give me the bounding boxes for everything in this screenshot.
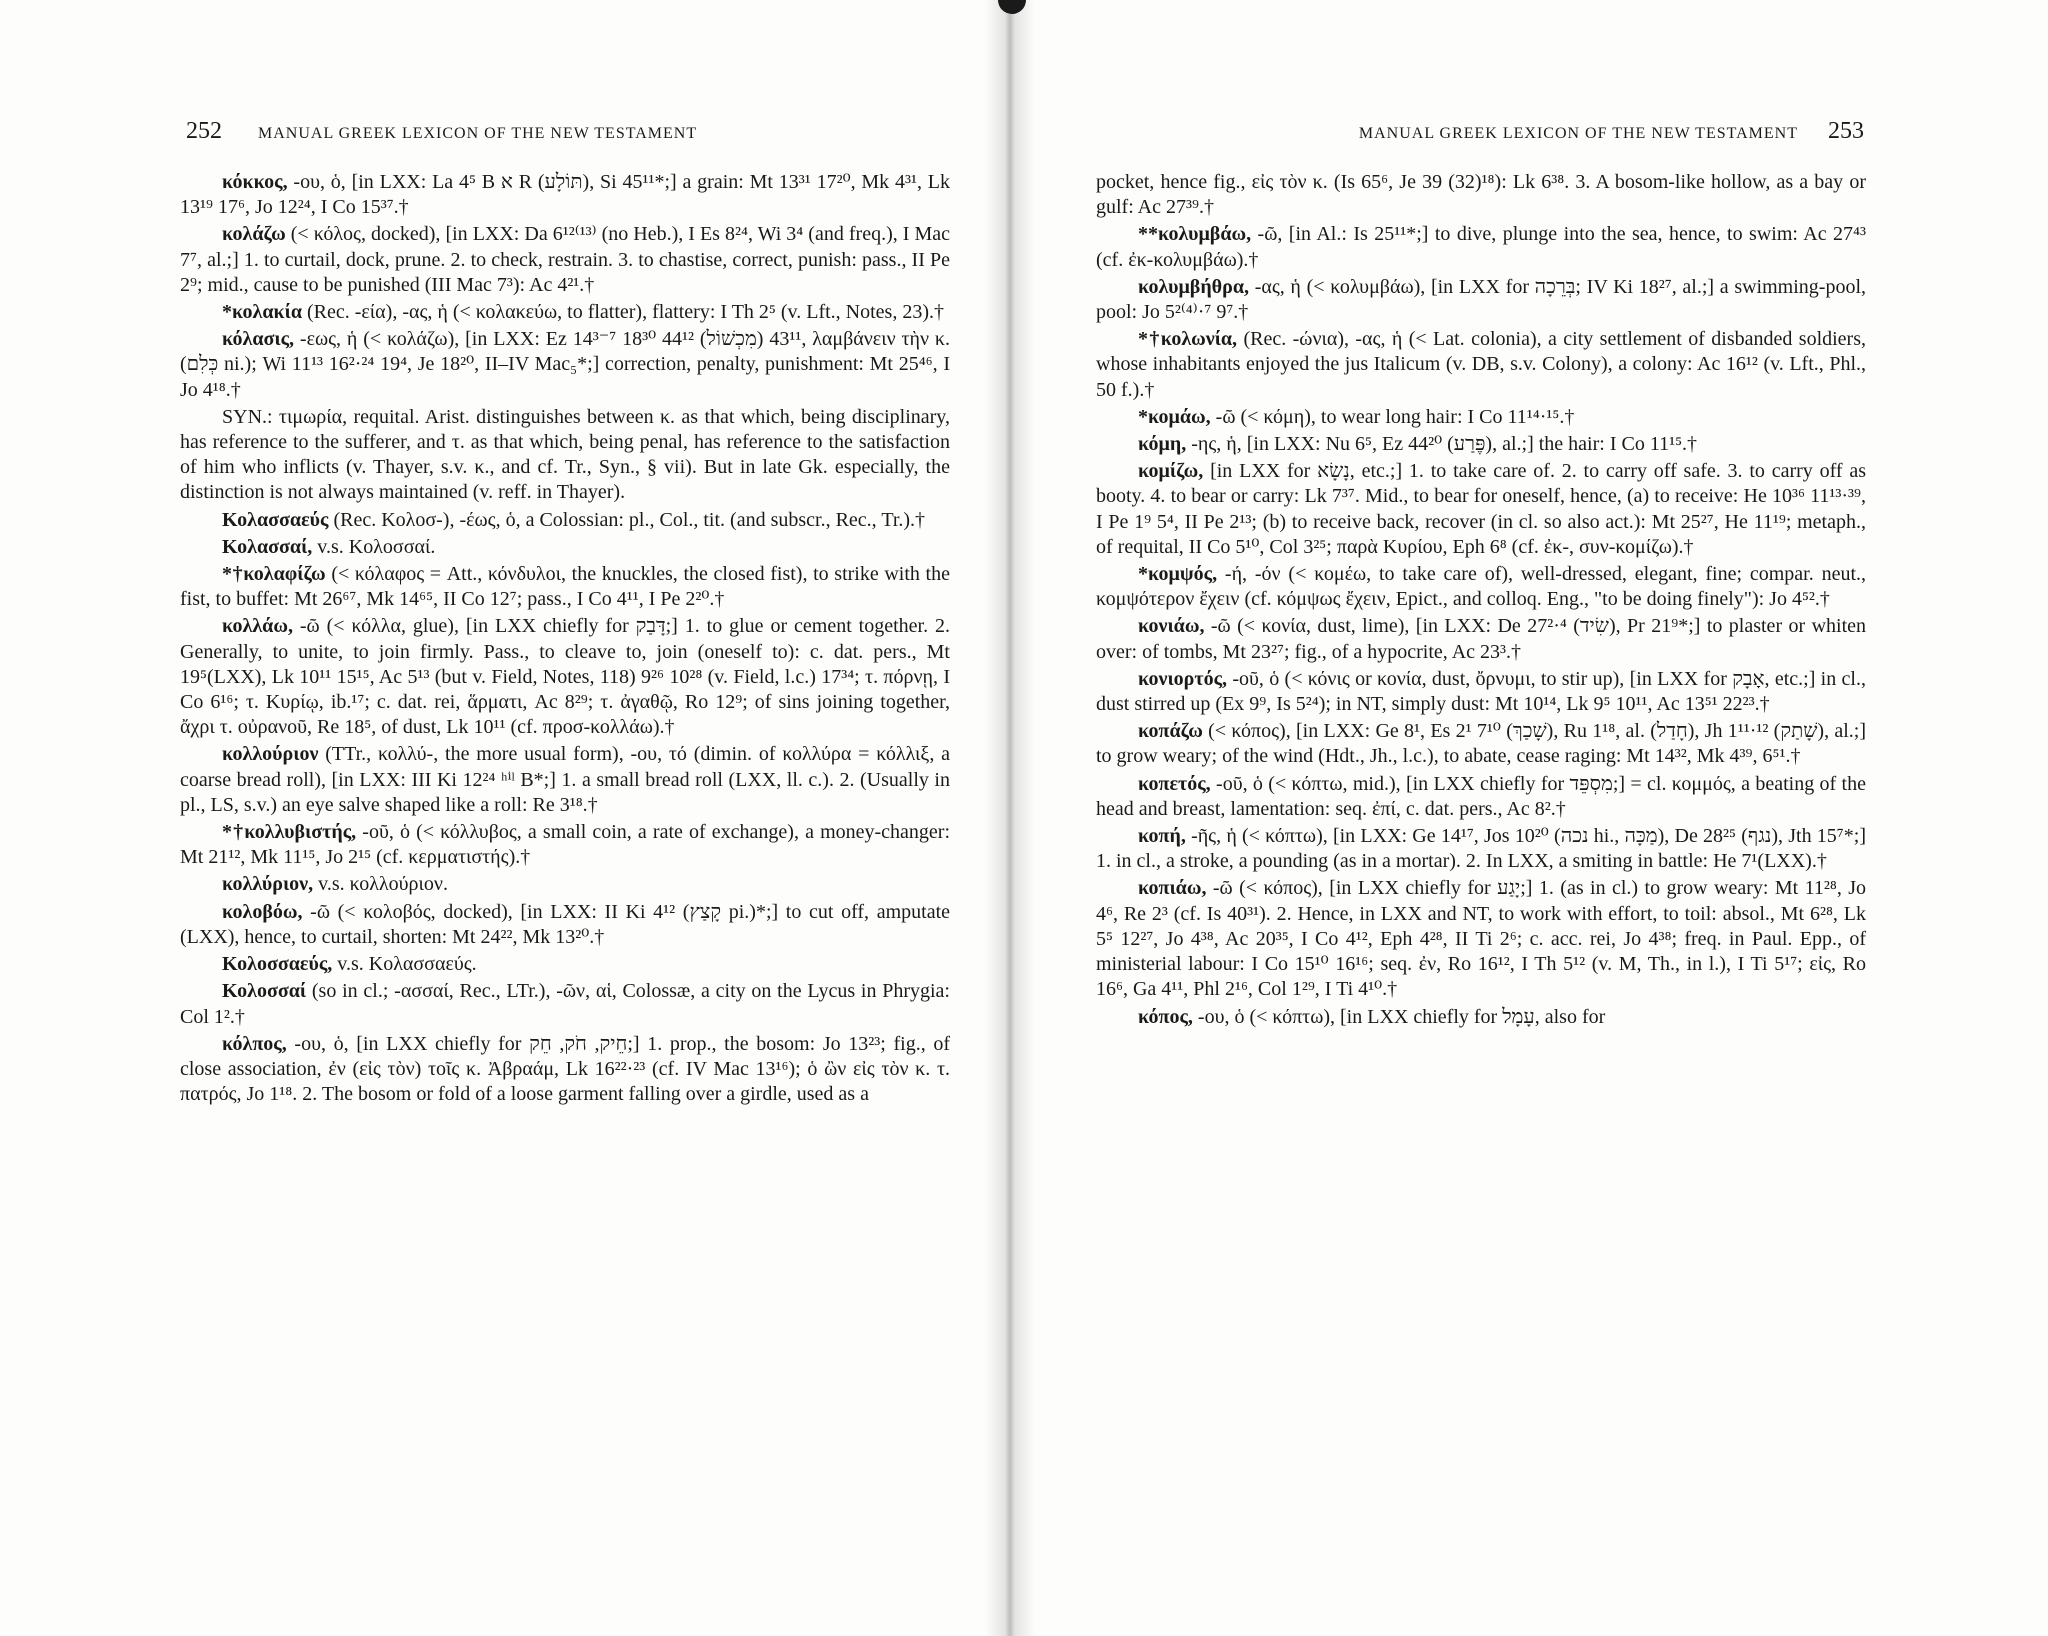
- entry-body: -ῶ (< κονία, dust, lime), [in LXX: De 27²·⁴ (שִׂיד), Pr 21⁹*;] to plaster or whiten over: of tombs, Mt 23²⁷; fig., of a hypocrite, Ac 23³.†: [1096, 615, 1867, 663]
- entry-headword: *†κολλυβιστής,: [222, 821, 357, 844]
- entry-headword: Κολασσαί,: [222, 535, 313, 558]
- lexicon-entry: [1096, 222, 1866, 272]
- lexicon-entry: [180, 327, 950, 403]
- entry-body: -ή, -όν (< κομέω, to take care of), well-dressed, elegant, fine; compar. neut., κομψότερον ἔχειν (cf. κόμψως ἔχειν, Epict., and colloq. Eng., "to be doing finely"): Jo 4⁵².†: [1096, 563, 1867, 611]
- entry-headword: κολοβόω,: [222, 900, 303, 923]
- entry-headword: κολλάω,: [222, 615, 293, 638]
- entry-body: (< κόλος, docked), [in LXX: Da 6¹²⁽¹³⁾ (no Heb.), I Es 8²⁴, Wi 3⁴ (and freq.), I Mac 7⁷, al.;] 1. to curtail, dock, prune. 2. to check, restrain. 3. to chastise, correct, punish: pass., II Pe 2⁹; mid., cause to be punished (III Mac 7³): Ac 4²¹.†: [180, 223, 950, 296]
- lexicon-entry: [1096, 432, 1866, 457]
- lexicon-entry: [180, 535, 950, 560]
- entry-body: -ῶ (< κολοβός, docked), [in LXX: II Ki 4¹² (קָצַץ pi.)*;] to cut off, amputate (LXX), hence, to curtail, shorten: Mt 24²², Mk 13²⁰.†: [180, 900, 951, 948]
- lexicon-entry: [180, 562, 950, 612]
- right-column: [1096, 170, 1866, 1032]
- lexicon-entry: [1096, 824, 1866, 874]
- entry-headword: κόπος,: [1138, 1005, 1193, 1028]
- entry-body: SYN.: τιμωρία, requital. Arist. distinguishes between κ. as that which, being disciplinary, has reference to the sufferer, and τ. as that which, being penal, has reference to the satisfaction of him who inflicts (v. Thayer, s.v. κ., and cf. Tr., Syn., § vii). But in late Gk. especially, the distinction is not always maintained (v. reff. in Thayer).: [180, 405, 950, 504]
- lexicon-entry: [1096, 719, 1866, 769]
- entry-headword: κολυμβήθρα,: [1138, 275, 1249, 298]
- entry-headword: κόλασις,: [222, 328, 295, 351]
- lexicon-entry: [1096, 614, 1866, 664]
- left-column: [180, 170, 950, 1109]
- entry-headword: Κολασσαεύς: [222, 508, 329, 531]
- entry-body: pocket, hence fig., εἰς τὸν κ. (Is 65⁶, Je 39 (32)¹⁸): Lk 6³⁸. 3. A bosom-like hollow, as a bay or gulf: Ac 27³⁹.†: [1096, 171, 1866, 219]
- lexicon-entry: [1096, 876, 1866, 1002]
- entry-headword: Κολοσσαί: [222, 980, 307, 1003]
- lexicon-entry: [1096, 459, 1866, 560]
- entry-headword: κονιάω,: [1138, 615, 1205, 638]
- entry-body: (< κόλαφος = Att., κόνδυλοι, the knuckles, the closed fist), to strike with the fist, to buffet: Mt 26⁶⁷, Mk 14⁶⁵, II Co 12⁷; pass., I Co 4¹¹, I Pe 2²⁰.†: [180, 563, 950, 611]
- entry-headword: *κομψός,: [1138, 563, 1218, 586]
- entry-headword: **κολυμβάω,: [1138, 223, 1252, 246]
- lexicon-entry: [180, 872, 950, 897]
- lexicon-entry: [1096, 327, 1866, 403]
- lexicon-entry: [180, 979, 950, 1029]
- lexicon-entry: [1096, 667, 1866, 717]
- right-page-number: 253: [1828, 118, 1864, 144]
- entry-body: (< κόπος), [in LXX: Ge 8¹, Es 2¹ 7¹⁰ (שָׁכַךְ), Ru 1¹⁸, al. (חָדַל), Jh 1¹¹·¹² (שָׁתַק), al.;] to grow weary; of the wind (Hdt., Jh., l.c.), to abate, cease raging: Mt 14³², Mk 4³⁹, 6⁵¹.†: [1096, 720, 1867, 768]
- left-running-title: MANUAL GREEK LEXICON OF THE NEW TESTAMENT: [258, 125, 698, 142]
- entry-body: -οῦ, ὁ (< κόνις or κονία, dust, ὄρνυμι, to stir up), [in LXX for אָבָק, etc.;] in cl., dust stirred up (Ex 9⁹, Is 5²⁴); in NT, simply dust: Mt 10¹⁴, Lk 9⁵ 10¹¹, Ac 13⁵¹ 22²³.†: [1096, 667, 1866, 716]
- entry-body: (so in cl.; -ασσαί, Rec., LTr.), -ῶν, αἱ, Colossæ, a city on the Lycus in Phrygia: Col 1².†: [180, 980, 950, 1028]
- entry-headword: κονιορτός,: [1138, 667, 1228, 690]
- entry-body: -ῶ (< κόλλα, glue), [in LXX chiefly for דָּבַק;] 1. to glue or cement together. 2. Generally, to unite, to join firmly. Pass., to cleave to, join (oneself to): c. dat. pers., Mt 19⁵(LXX), Lk 10¹¹ 15¹⁵, Ac 5¹³ (but v. Field, Notes, 118) 9²⁶ 10²⁸ (v. Field, l.c.) 17³⁴; τ. πόρνῃ, I Co 6¹⁶; τ. Κυρίῳ, ib.¹⁷; c. dat. rei, ἅρματι, Ac 8²⁹; τ. ἀγαθῷ, Ro 12⁹; of sins joining together, ἄχρι τ. οὐρανοῦ, Re 18⁵, of dust, Lk 10¹¹ (cf. προσ-κολλάω).†: [180, 615, 950, 739]
- entry-body: (Rec. -εία), -ας, ἡ (< κολακεύω, to flatter), flattery: I Th 2⁵ (v. Lft., Notes, 23).†: [306, 301, 944, 324]
- entry-headword: *κομάω,: [1138, 405, 1211, 428]
- right-running-head: [1164, 118, 1864, 150]
- lexicon-entry: [180, 405, 950, 506]
- entry-body: -ῆς, ἡ (< κόπτω), [in LXX: Ge 14¹⁷, Jos 10²⁰ (נכה hi., מַכָּה), De 28²⁵ (נגף), Jth 15⁷*;] 1. in cl., a stroke, a pounding (as in a mortar). 2. In LXX, a smiting in battle: He 7¹(LXX).†: [1096, 825, 1866, 873]
- lexicon-entry: [1096, 562, 1866, 612]
- entry-body: v.s. Κολασσαεύς.: [337, 953, 477, 976]
- entry-headword: κοπιάω,: [1138, 877, 1207, 900]
- book-gutter: [985, 0, 1035, 1636]
- lexicon-entry: [180, 170, 950, 220]
- lexicon-entry: [180, 222, 950, 298]
- entry-headword: κολάζω: [222, 223, 286, 246]
- entry-headword: κολλούριον: [222, 743, 319, 766]
- right-page: [1010, 0, 2048, 1636]
- entry-headword: κοπάζω: [1138, 720, 1203, 743]
- entry-headword: Κολοσσαεύς,: [222, 953, 333, 976]
- entry-body: -ου, ὁ, [in LXX: La 4⁵ B א R (תּוֹלָע), Si 45¹¹*;] a grain: Mt 13³¹ 17²⁰, Mk 4³¹, Lk 13¹⁹ 17⁶, Jo 12²⁴, I Co 15³⁷.†: [180, 171, 950, 219]
- left-page: [0, 0, 1010, 1636]
- lexicon-entry: [1096, 170, 1866, 220]
- entry-body: -ου, ὁ (< κόπτω), [in LXX chiefly for עָמָל, also for: [1197, 1005, 1606, 1028]
- entry-headword: κόλπος,: [222, 1032, 287, 1055]
- entry-body: -οῦ, ὁ (< κόπτω, mid.), [in LXX chiefly for מִסְפֵּד;] = cl. κομμός, a beating of the head and breast, lamentation: seq. ἐπί, c. dat. pers., Ac 8².†: [1096, 772, 1866, 820]
- lexicon-entry: [180, 508, 950, 533]
- lexicon-entry: [1096, 772, 1866, 822]
- left-page-number: 252: [186, 118, 222, 144]
- entry-body: -εως, ἡ (< κολάζω), [in LXX: Ez 14³⁻⁷ 18³⁰ 44¹² (מִכְשׁוֹל) 43¹¹, λαμβάνειν τὴν κ. (כְּלִם ni.); Wi 11¹³ 16²·²⁴ 19⁴, Je 18²⁰, II–IV Mac₅*;] correction, penalty, punishment: Mt 25⁴⁶, I Jo 4¹⁸.†: [180, 328, 950, 401]
- entry-body: [in LXX for נָשָׂא, etc.;] 1. to take care of. 2. to carry off safe. 3. to carry off as booty. 4. to bear or carry: Lk 7³⁷. Mid., to bear for oneself, hence, (a) to receive: He 10³⁶ 11¹³·³⁹, I Pe 1⁹ 5⁴, II Pe 2¹³; (b) to receive back, recover (in cl. so also act.): Mt 25²⁷, He 11¹⁹; metaph., of requital, II Co 5¹⁰, Col 3²⁵; παρὰ Κυρίου, Eph 6⁸ (cf. ἐκ-, συν-κομίζω).†: [1096, 460, 1867, 558]
- lexicon-entry: [180, 742, 950, 818]
- entry-headword: *†κολωνία,: [1138, 328, 1238, 351]
- lexicon-entry: [1096, 275, 1866, 325]
- entry-headword: κόκκος,: [222, 171, 288, 193]
- lexicon-entry: [180, 952, 950, 977]
- entry-body: -ας, ἡ (< κολυμβάω), [in LXX for בְּרֵכָה; IV Ki 18²⁷, al.;] a swimming-pool, pool: Jo 5²⁽⁴⁾·⁷ 9⁷.†: [1096, 275, 1866, 324]
- entry-headword: κομίζω,: [1138, 460, 1204, 483]
- entry-body: -ῶ (< κόμη), to wear long hair: I Co 11¹⁴·¹⁵.†: [1215, 405, 1575, 428]
- lexicon-entry: [180, 820, 950, 870]
- entry-body: v.s. κολλούριον.: [318, 873, 448, 896]
- entry-headword: κολλύριον,: [222, 873, 314, 896]
- lexicon-entry: [1096, 405, 1866, 430]
- lexicon-entry: [1096, 1005, 1866, 1030]
- entry-body: (Rec. -ώνια), -ας, ἡ (< Lat. colonia), a city settlement of disbanded soldiers, whose inhabitants enjoyed the jus Italicum (v. DB, s.v. Colony), a colony: Ac 16¹² (v. Lft., Phl., 50 f.).†: [1096, 328, 1867, 401]
- entry-headword: κοπετός,: [1138, 772, 1211, 795]
- entry-body: -ῶ, [in Al.: Is 25¹¹*;] to dive, plunge into the sea, hence, to swim: Ac 27⁴³ (cf. ἐκ-κολυμβάω).†: [1096, 223, 1866, 271]
- entry-body: -ης, ἡ, [in LXX: Nu 6⁵, Ez 44²⁰ (פֶּרַע), al.;] the hair: I Co 11¹⁵.†: [1191, 433, 1698, 456]
- entry-headword: κόμη,: [1138, 433, 1187, 456]
- lexicon-entry: [180, 900, 950, 950]
- lexicon-entry: [180, 614, 950, 740]
- entry-body: (TTr., κολλύ-, the more usual form), -ου, τό (dimin. of κολλύρα = κόλλιξ, a coarse bread roll), [in LXX: III Ki 12²⁴ ʰⁱˡ B*;] 1. a small bread roll (LXX, ll. c.). 2. (Usually in pl., LS, s.v.) an eye salve shaped like a roll: Re 3¹⁸.†: [180, 743, 951, 816]
- entry-body: -ῶ (< κόπος), [in LXX chiefly for יָגַע;] 1. (as in cl.) to grow weary: Mt 11²⁸, Jo 4⁶, Re 2³ (cf. Is 40³¹). 2. Hence, in LXX and NT, to work with effort, to toil: absol., Mt 6²⁸, Lk 5⁵ 12²⁷, Jo 4³⁸, Ac 20³⁵, I Co 4¹², Eph 4²⁸, II Ti 2⁶; c. acc. rei, Jo 4³⁸; freq. in Paul. Epp., of ministerial labour: I Co 15¹⁰ 16¹⁶; seq. ἐν, Ro 16¹², I Th 5¹² (v. M, Th., in l.), I Ti 5¹⁷; εἰς, Ro 16⁶, Ga 4¹¹, Phl 2¹⁶, Col 1²⁹, I Ti 4¹⁰.†: [1096, 877, 1867, 1001]
- lexicon-entry: [180, 300, 950, 325]
- entry-body: v.s. Κολοσσαί.: [317, 535, 436, 558]
- entry-headword: κοπή,: [1138, 825, 1186, 848]
- lexicon-entry: [180, 1032, 950, 1108]
- left-running-head: [186, 118, 886, 150]
- entry-headword: *†κολαφίζω: [222, 563, 326, 586]
- right-running-title: MANUAL GREEK LEXICON OF THE NEW TESTAMENT: [1358, 125, 1798, 142]
- entry-headword: *κολακία: [222, 301, 302, 324]
- entry-body: -ου, ὁ, [in LXX chiefly for חֵיק, חֹק, חֵק;] 1. prop., the bosom: Jo 13²³; fig., of close association, ἐν (εἰς τὸν) τοῖς κ. Ἀβραάμ, Lk 16²²·²³ (cf. IV Mac 13¹⁶); ὁ ὢν εἰς τὸν κ. τ. πατρός, Jo 1¹⁸. 2. The bosom or fold of a loose garment falling over a girdle, used as a: [180, 1032, 951, 1106]
- entry-body: (Rec. Κολοσ-), -έως, ὁ, a Colossian: pl., Col., tit. (and subscr., Rec., Tr.).†: [333, 508, 926, 531]
- entry-body: -οῦ, ὁ (< κόλλυβος, a small coin, a rate of exchange), a money-changer: Mt 21¹², Mk 11¹⁵, Jo 2¹⁵ (cf. κερματιστής).†: [180, 821, 951, 869]
